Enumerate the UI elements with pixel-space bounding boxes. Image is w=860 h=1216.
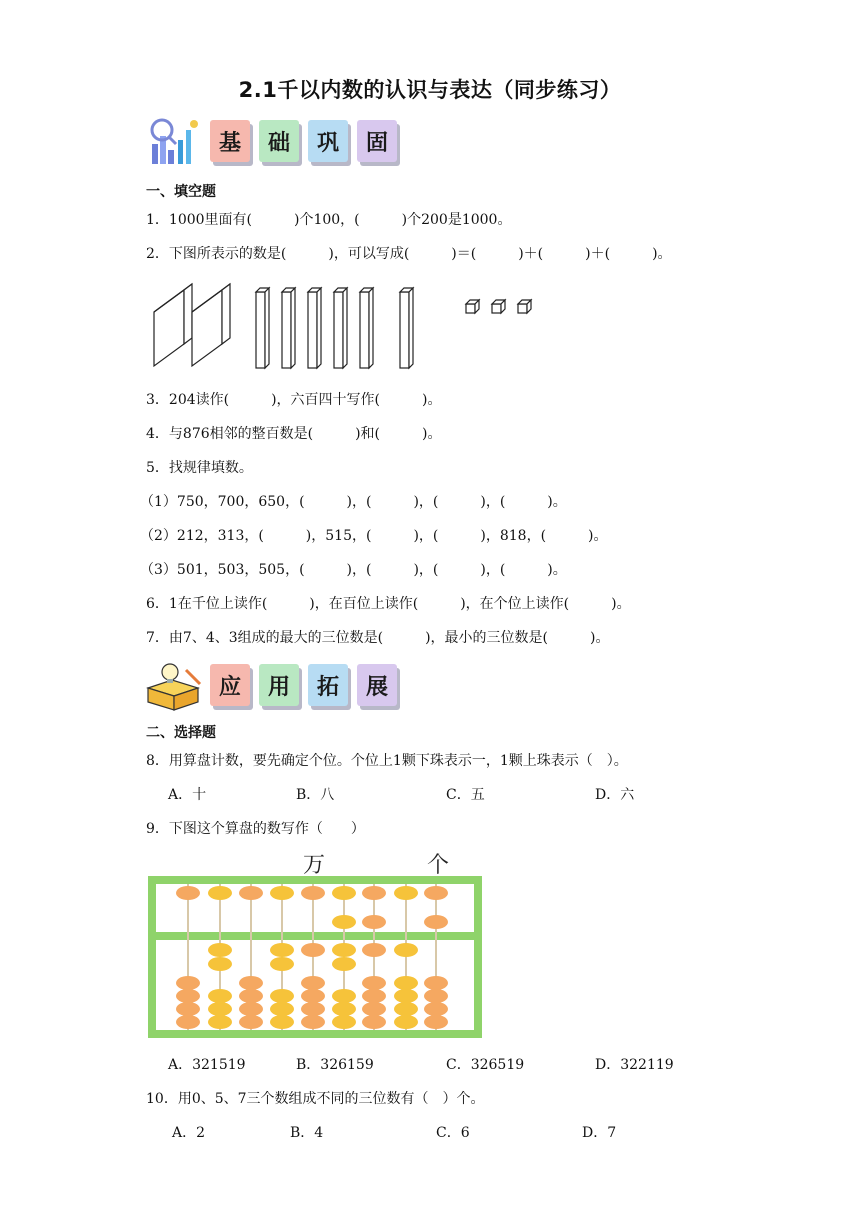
question-9: 9．下图这个算盘的数写作（ ） xyxy=(146,821,365,837)
abacus-bead xyxy=(332,989,356,1003)
banner-tile-1: 应 xyxy=(210,664,250,706)
question-5-part-2: （2）212，313，( )，515，( )，( )，818，( )。 xyxy=(140,528,608,544)
abacus-bead xyxy=(239,886,263,900)
q10-option-d: D．7 xyxy=(582,1125,617,1141)
abacus-bead xyxy=(394,989,418,1003)
q10-option-b: B．4 xyxy=(290,1125,324,1141)
question-1: 1．1000里面有( )个100，( )个200是1000。 xyxy=(146,212,512,228)
abacus-bead xyxy=(270,1015,294,1029)
question-4: 4．与876相邻的整百数是( )和( )。 xyxy=(146,426,442,442)
abacus-bead xyxy=(362,989,386,1003)
question-6: 6．1在千位上读作( )，在百位上读作( )，在个位上读作( )。 xyxy=(146,596,631,612)
q8-option-a: A．十 xyxy=(168,787,207,803)
abacus-bead xyxy=(332,915,356,929)
q9-option-a: A．321519 xyxy=(168,1057,246,1073)
abacus-bead xyxy=(270,943,294,957)
abacus-bead xyxy=(362,1015,386,1029)
abacus-bead xyxy=(332,943,356,957)
abacus-bead xyxy=(394,976,418,990)
abacus-bead xyxy=(176,989,200,1003)
abacus-bead xyxy=(239,1015,263,1029)
abacus-label-ge: 个 xyxy=(426,853,450,878)
abacus-bead xyxy=(176,976,200,990)
q8-option-c: C．五 xyxy=(446,787,485,803)
abacus-bead xyxy=(270,989,294,1003)
banner-tile-3: 拓 xyxy=(308,664,348,706)
banner-tile-3: 巩 xyxy=(308,120,348,162)
abacus-bead xyxy=(239,989,263,1003)
abacus-bead xyxy=(301,989,325,1003)
abacus-bead xyxy=(301,1015,325,1029)
abacus-bead xyxy=(239,1002,263,1016)
abacus-bead xyxy=(424,915,448,929)
question-8: 8．用算盘计数，要先确定个位。个位上1颗下珠表示一，1颗上珠表示（ ）。 xyxy=(146,753,628,769)
q10-option-c: C．6 xyxy=(436,1125,470,1141)
abacus-bead xyxy=(424,886,448,900)
q8-option-d: D．六 xyxy=(595,787,635,803)
abacus-bead xyxy=(270,957,294,971)
abacus-bead xyxy=(208,989,232,1003)
abacus-bead xyxy=(208,1015,232,1029)
abacus-bead xyxy=(270,886,294,900)
q8-option-b: B．八 xyxy=(296,787,335,803)
banner-tile-4: 固 xyxy=(357,120,397,162)
abacus-bead xyxy=(301,943,325,957)
abacus-bead xyxy=(362,976,386,990)
banner-tile-2: 用 xyxy=(259,664,299,706)
abacus-bead xyxy=(394,943,418,957)
q9-option-b: B．326159 xyxy=(296,1057,374,1073)
abacus-bead xyxy=(176,886,200,900)
page-title: 2.1千以内数的认识与表达（同步练习） xyxy=(238,78,622,102)
lightbulb-box-icon xyxy=(142,660,204,712)
magnifier-chart-icon xyxy=(142,116,204,168)
question-5-part-1: （1）750，700，650，( )，( )，( )，( )。 xyxy=(140,494,567,510)
abacus-beam xyxy=(152,932,478,940)
section-heading-fill: 一、填空题 xyxy=(146,184,216,200)
abacus-label-wan: 万 xyxy=(302,853,326,878)
abacus-bead xyxy=(176,1015,200,1029)
question-7: 7．由7、4、3组成的最大的三位数是( )，最小的三位数是( )。 xyxy=(146,630,610,646)
abacus-bead xyxy=(332,1002,356,1016)
abacus-bead xyxy=(176,1002,200,1016)
abacus-bead xyxy=(301,1002,325,1016)
abacus-bead xyxy=(332,957,356,971)
abacus-bead xyxy=(424,1015,448,1029)
abacus-bead xyxy=(424,976,448,990)
abacus-bead xyxy=(362,1002,386,1016)
abacus-bead xyxy=(424,989,448,1003)
abacus-bead xyxy=(239,976,263,990)
banner-basic xyxy=(142,116,412,168)
banner-tile-2: 础 xyxy=(259,120,299,162)
abacus-bead xyxy=(362,886,386,900)
abacus-bead xyxy=(270,1002,294,1016)
abacus-bead xyxy=(301,976,325,990)
abacus-figure xyxy=(148,846,482,1038)
place-value-blocks-figure xyxy=(150,282,550,374)
abacus-bead xyxy=(394,1015,418,1029)
abacus-bead xyxy=(332,1015,356,1029)
abacus-bead xyxy=(424,1002,448,1016)
abacus-bead xyxy=(394,886,418,900)
question-10: 10．用0、5、7三个数组成不同的三位数有（ ）个。 xyxy=(146,1091,485,1107)
question-2: 2．下图所表示的数是( )，可以写成( )＝( )＋( )＋( )。 xyxy=(146,246,672,262)
abacus-bead xyxy=(208,1002,232,1016)
banner-tile-1: 基 xyxy=(210,120,250,162)
banner-tile-4: 展 xyxy=(357,664,397,706)
q10-option-a: A．2 xyxy=(172,1125,206,1141)
abacus-bead xyxy=(301,886,325,900)
abacus-bead xyxy=(208,886,232,900)
q9-option-c: C．326519 xyxy=(446,1057,525,1073)
q9-option-d: D．322119 xyxy=(595,1057,674,1073)
abacus-bead xyxy=(362,915,386,929)
question-5: 5．找规律填数。 xyxy=(146,460,253,476)
abacus-bead xyxy=(208,957,232,971)
question-3: 3．204读作( )，六百四十写作( )。 xyxy=(146,392,442,408)
abacus-bead xyxy=(208,943,232,957)
question-5-part-3: （3）501，503，505，( )，( )，( )，( )。 xyxy=(140,562,567,578)
section-heading-choice: 二、选择题 xyxy=(146,725,216,741)
abacus-bead xyxy=(362,943,386,957)
abacus-bead xyxy=(332,886,356,900)
banner-extend xyxy=(142,660,412,712)
abacus-bead xyxy=(394,1002,418,1016)
